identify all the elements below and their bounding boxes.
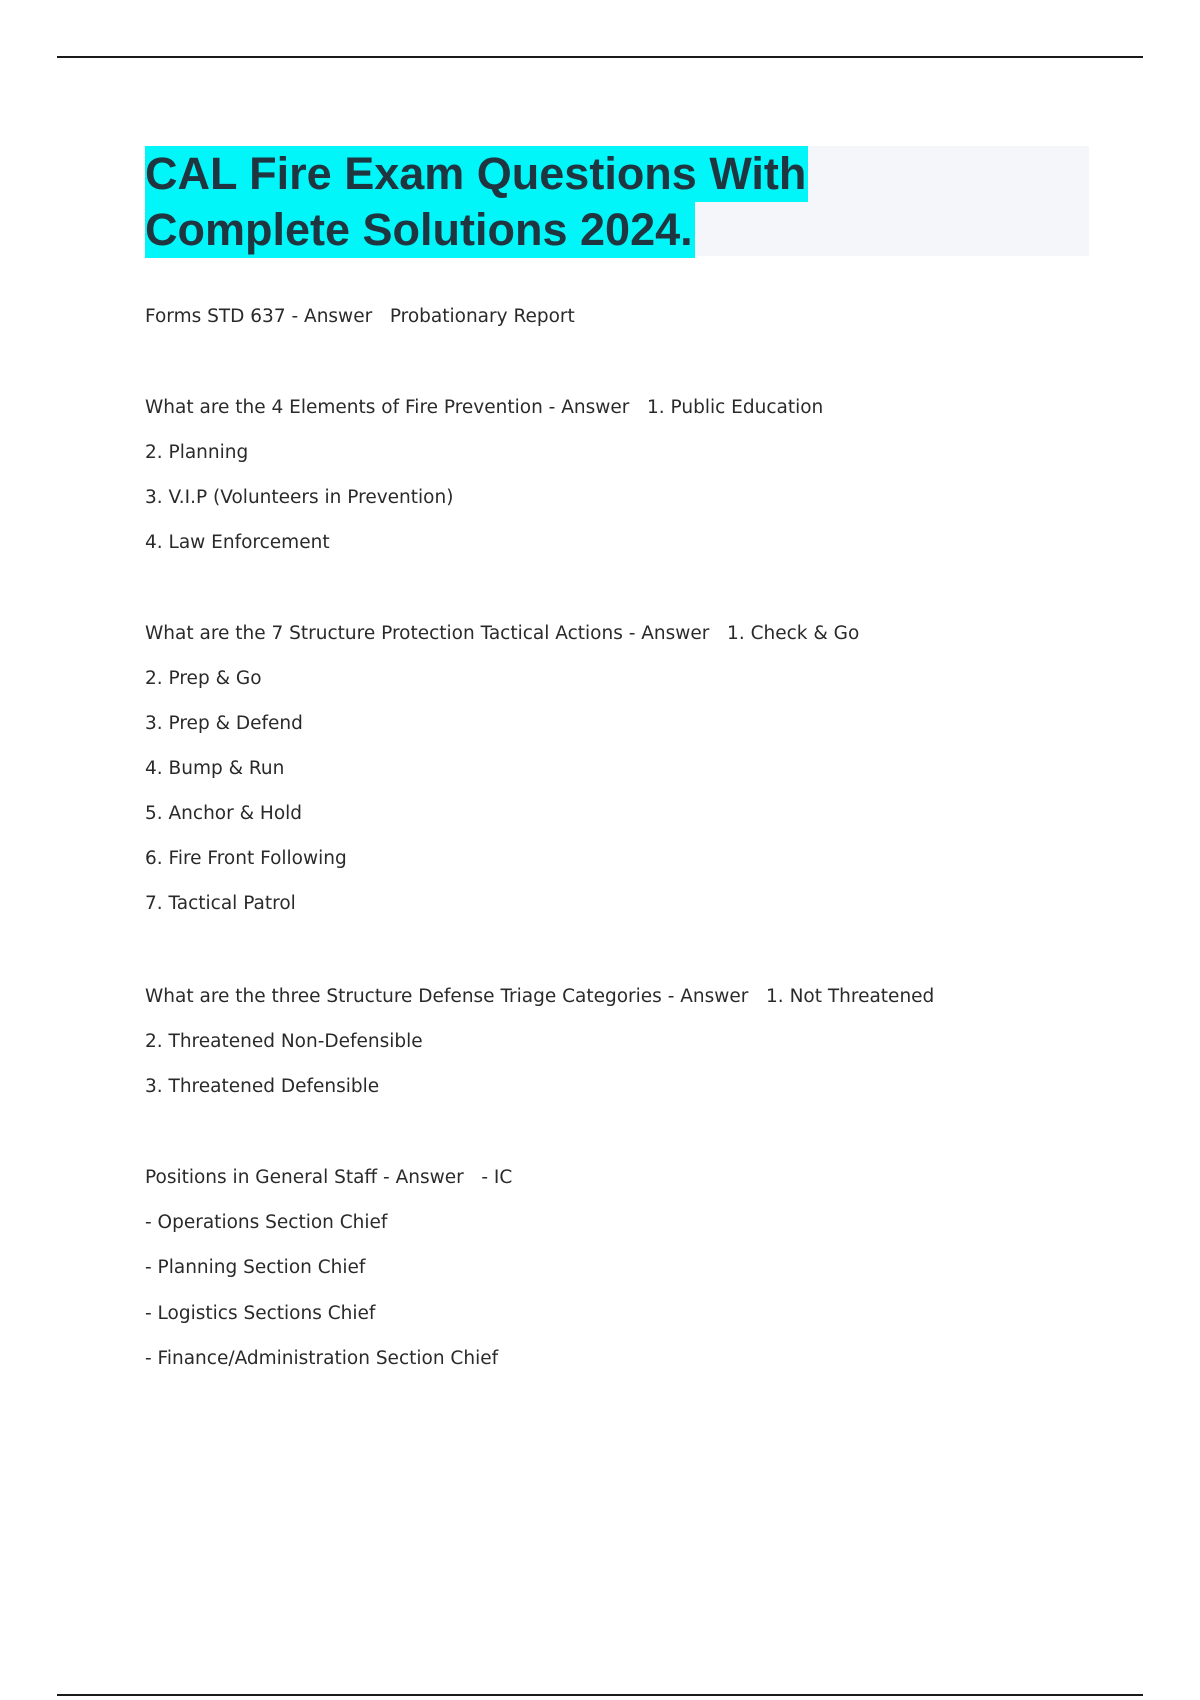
qa-3-answer-line: 5. Anchor & Hold	[145, 803, 303, 824]
qa-4-question: What are the three Structure Defense Triage Categories - Answer 1. Not Threatened	[145, 986, 935, 1007]
qa-3-answer-line: 3. Prep & Defend	[145, 713, 303, 734]
qa-2-question: What are the 4 Elements of Fire Prevention - Answer 1. Public Education	[145, 397, 824, 418]
qa-3-answer-line: 7. Tactical Patrol	[145, 893, 296, 914]
qa-5-answer-line: - Planning Section Chief	[145, 1257, 366, 1278]
qa-1-question: Forms STD 637 - Answer Probationary Report	[145, 306, 575, 327]
document-title-line-2: Complete Solutions 2024.	[145, 202, 695, 258]
top-rule	[57, 56, 1143, 58]
qa-2-answer-line: 3. V.I.P (Volunteers in Prevention)	[145, 487, 454, 508]
qa-5-answer-line: - Operations Section Chief	[145, 1212, 388, 1233]
qa-5-answer-line: - Logistics Sections Chief	[145, 1303, 376, 1324]
qa-4-answer-line: 2. Threatened Non-Defensible	[145, 1031, 423, 1052]
qa-4-answer-line: 3. Threatened Defensible	[145, 1076, 380, 1097]
qa-2-answer-line: 2. Planning	[145, 442, 249, 463]
qa-3-question: What are the 7 Structure Protection Tactical Actions - Answer 1. Check & Go	[145, 623, 860, 644]
qa-3-answer-line: 6. Fire Front Following	[145, 848, 347, 869]
document-title-line-1: CAL Fire Exam Questions With	[145, 146, 808, 202]
bottom-rule	[57, 1694, 1143, 1696]
qa-2-answer-line: 4. Law Enforcement	[145, 532, 330, 553]
qa-5-answer-line: - Finance/Administration Section Chief	[145, 1348, 499, 1369]
qa-5-question: Positions in General Staff - Answer - IC	[145, 1167, 513, 1188]
title-block	[145, 146, 1089, 256]
qa-3-answer-line: 2. Prep & Go	[145, 668, 262, 689]
qa-3-answer-line: 4. Bump & Run	[145, 758, 285, 779]
